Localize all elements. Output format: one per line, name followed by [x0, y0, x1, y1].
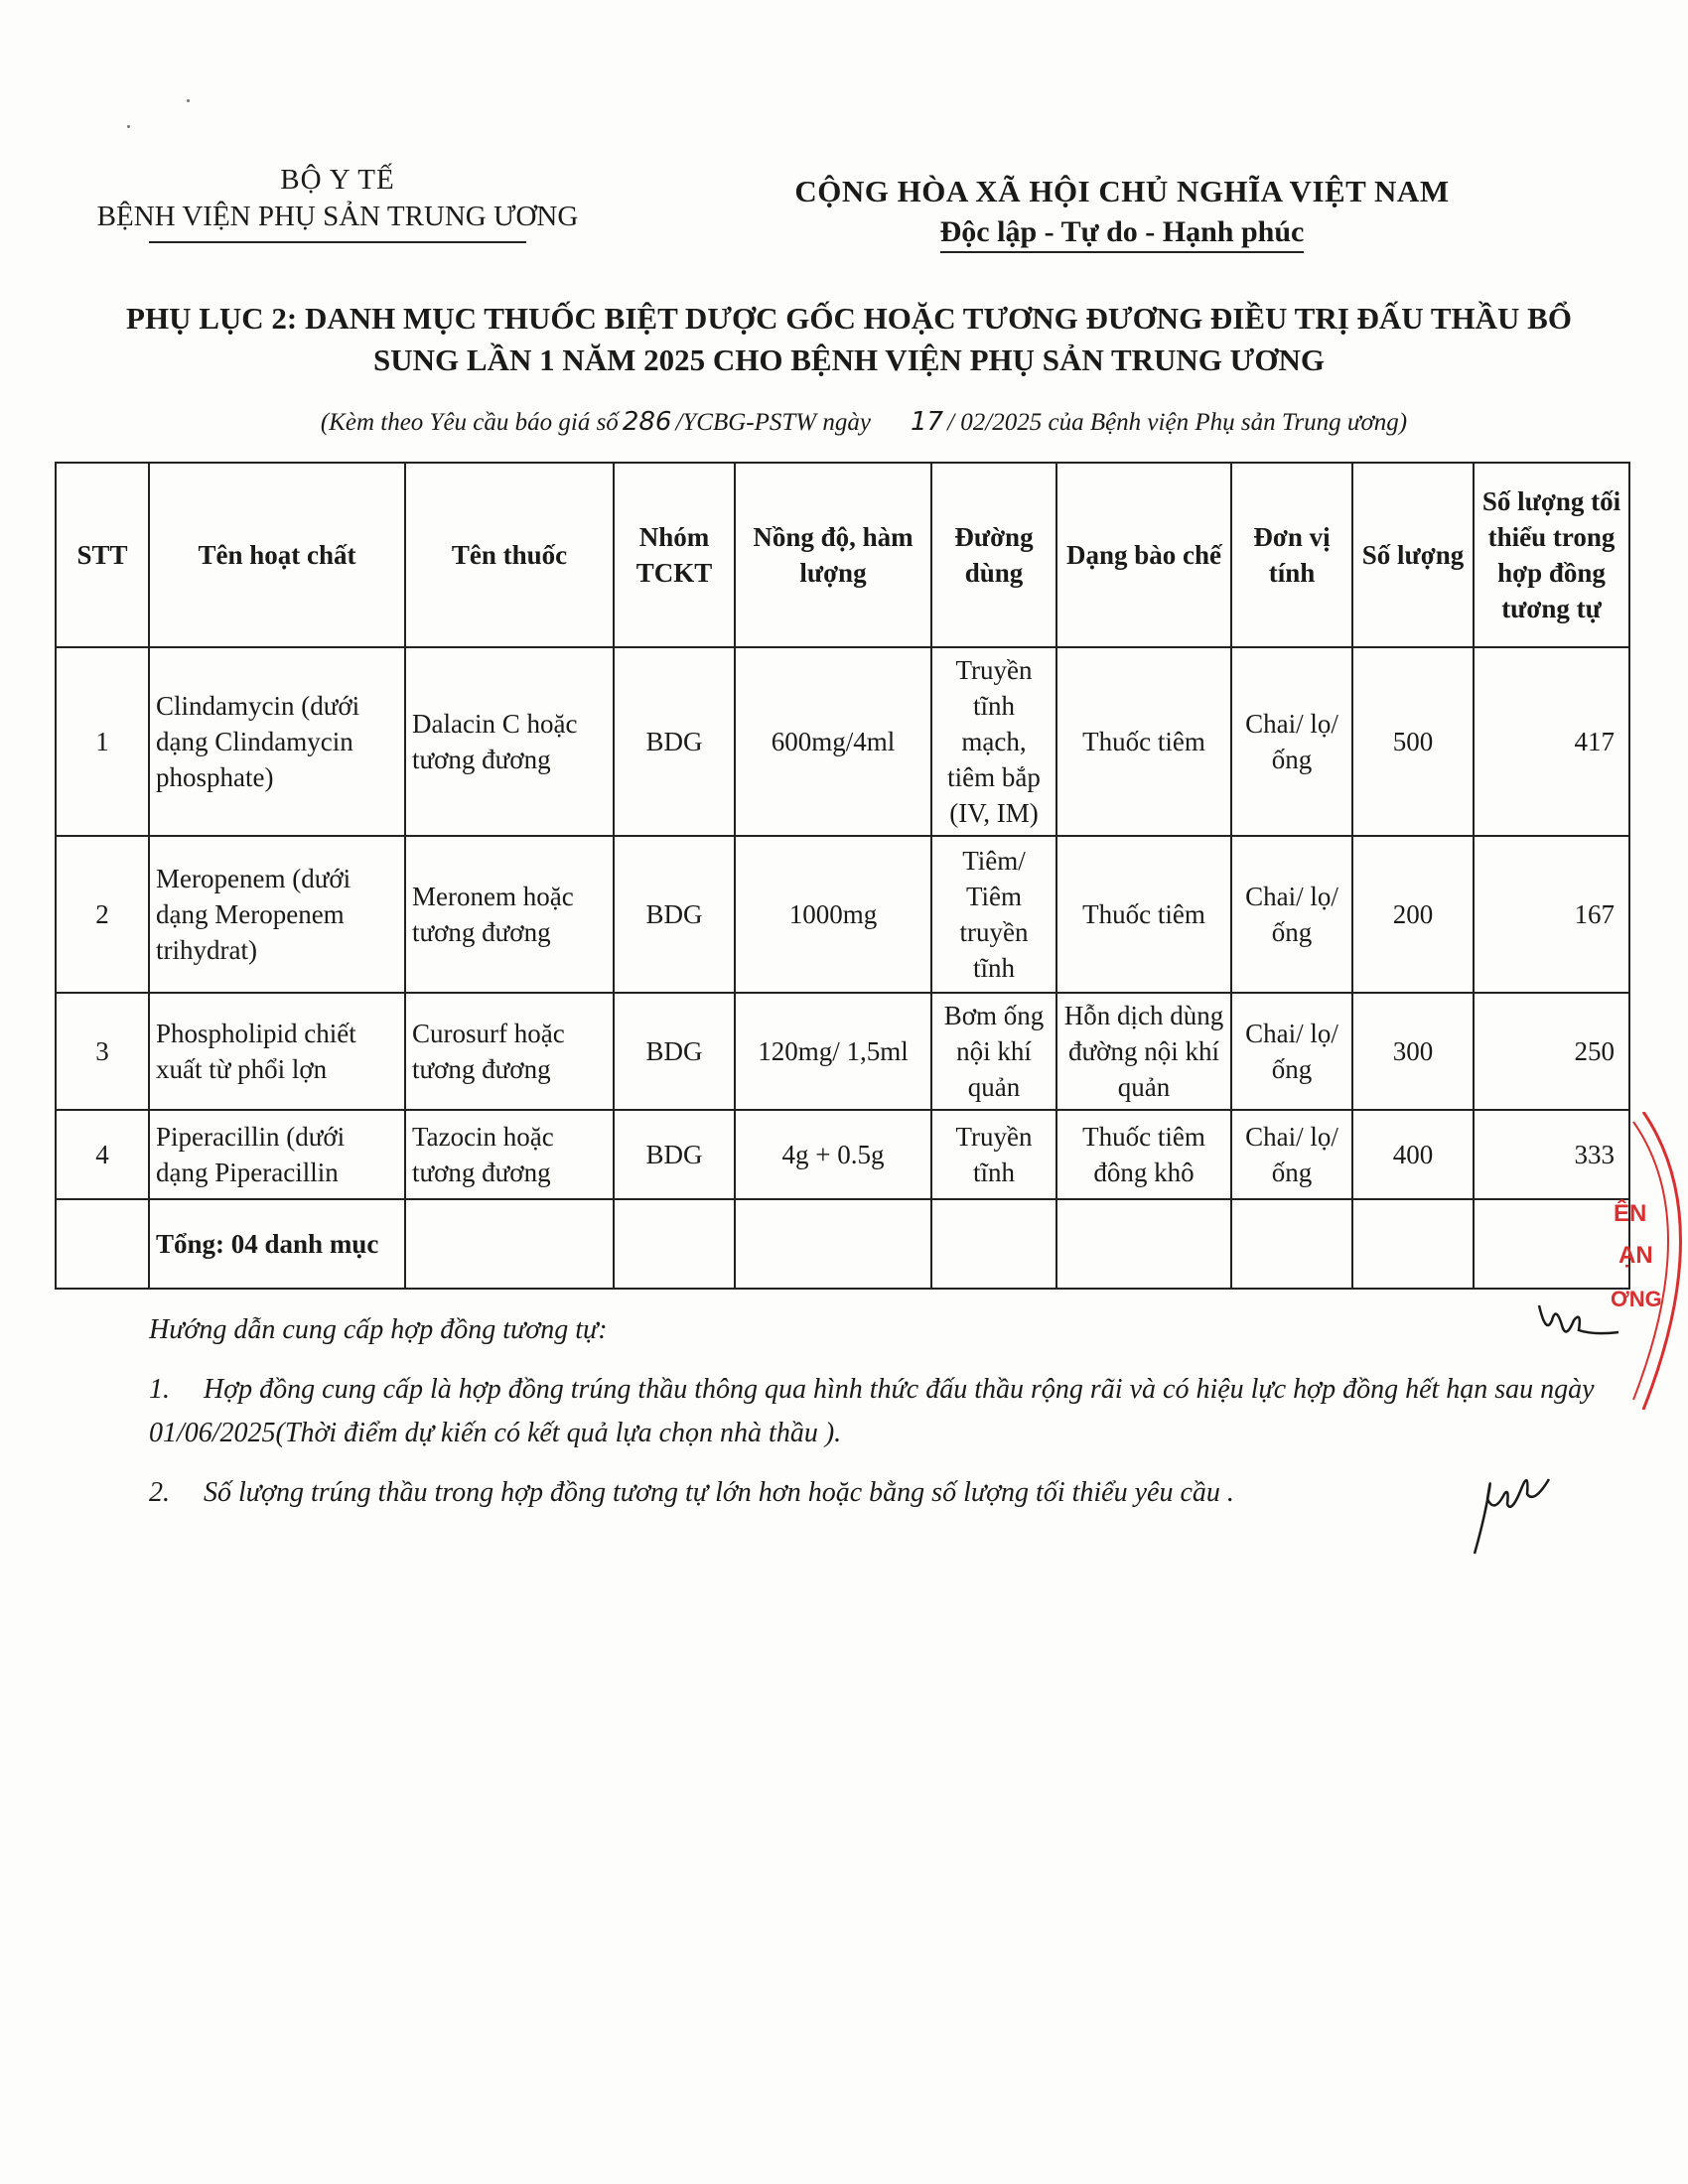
cell-empty: [1474, 1199, 1629, 1289]
note-item-1: [149, 1368, 1609, 1455]
cell-quantity: 500: [1352, 647, 1474, 836]
col-header-strength: Nồng độ, hàm lượng: [735, 463, 931, 647]
cell-route: Tiêm/ Tiêm truyền tĩnh: [931, 836, 1056, 993]
cell-group: BDG: [614, 993, 735, 1110]
col-header-dosage-form: Dạng bào chế: [1056, 463, 1231, 647]
cell-drug-name: Tazocin hoặc tương đương: [405, 1110, 614, 1199]
table-header-row: [56, 463, 1629, 647]
cell-empty: [614, 1199, 735, 1289]
subtitle-part-1: (Kèm theo Yêu cầu báo giá số: [320, 409, 619, 436]
drug-list-table: [55, 462, 1630, 1290]
issuer-block: [60, 164, 616, 243]
cell-route: Bơm ống nội khí quản: [931, 993, 1056, 1110]
stamp-arc: [1643, 1112, 1681, 1410]
cell-strength: 4g + 0.5g: [735, 1110, 931, 1199]
cell-quantity: 300: [1352, 993, 1474, 1110]
col-header-group: Nhóm TCKT: [614, 463, 735, 647]
cell-empty: [735, 1199, 931, 1289]
cell-quantity: 400: [1352, 1110, 1474, 1199]
cell-stt: 2: [56, 836, 149, 993]
note-number: 2.: [149, 1477, 170, 1508]
scan-speck: [127, 125, 130, 128]
initial-signature-icon: [1534, 1291, 1623, 1350]
hospital-name: BỆNH VIỆN PHỤ SẢN TRUNG ƯƠNG: [96, 201, 579, 232]
col-header-stt: STT: [56, 463, 149, 647]
table-total-row: [56, 1199, 1629, 1289]
cell-empty: [931, 1199, 1056, 1289]
notes-section: [149, 1308, 1609, 1531]
note-text: Số lượng trúng thầu trong hợp đồng tương tự lớn hơn hoặc bằng số lượng tối thiểu yêu cầu .: [204, 1477, 1234, 1508]
country-name: CỘNG HÒA XÃ HỘI CHỦ NGHĨA VIỆT NAM: [794, 174, 1450, 208]
motto: Độc lập - Tự do - Hạnh phúc: [940, 215, 1305, 253]
cell-empty: [1352, 1199, 1474, 1289]
table-row: [56, 647, 1629, 836]
cell-drug-name: Curosurf hoặc tương đương: [405, 993, 614, 1110]
cell-dosage-form: Thuốc tiêm: [1056, 647, 1231, 836]
national-motto-block: [765, 174, 1479, 253]
cell-strength: 1000mg: [735, 836, 931, 993]
title-line-1: PHỤ LỤC 2: DANH MỤC THUỐC BIỆT DƯỢC GỐC HOẶC TƯƠNG ĐƯƠNG ĐIỀU TRỊ ĐẤU THẦU BỔ: [126, 301, 1572, 336]
cell-stt: 1: [56, 647, 149, 836]
cell-group: BDG: [614, 647, 735, 836]
document-subtitle: [199, 407, 1529, 437]
cell-drug-name: Dalacin C hoặc tương đương: [405, 647, 614, 836]
signature-icon: [1450, 1459, 1559, 1559]
cell-dosage-form: Thuốc tiêm đông khô: [1056, 1110, 1231, 1199]
cell-empty: [405, 1199, 614, 1289]
cell-active-ingredient: Clindamycin (dưới dạng Clindamycin phosphate): [149, 647, 405, 836]
cell-dosage-form: Hỗn dịch dùng đường nội khí quản: [1056, 993, 1231, 1110]
cell-unit: Chai/ lọ/ ống: [1231, 647, 1352, 836]
col-header-drug-name: Tên thuốc: [405, 463, 614, 647]
cell-route: Truyền tĩnh: [931, 1110, 1056, 1199]
cell-active-ingredient: Phospholipid chiết xuất từ phổi lợn: [149, 993, 405, 1110]
note-text: Hợp đồng cung cấp là hợp đồng trúng thầu thông qua hình thức đấu thầu rộng rãi và có hiệu lực hợp đồng hết hạn sau ngày 01/06/2025(Thời điểm dự kiến có kết quả lựa chọn nhà thầu ).: [149, 1374, 1595, 1448]
cell-stt: 4: [56, 1110, 149, 1199]
stamp-fragment: ÊN: [1614, 1200, 1647, 1227]
handwritten-day: 17: [910, 407, 944, 437]
stamp-fragment: ƠNG: [1611, 1287, 1662, 1311]
scan-speck: [187, 99, 190, 102]
subtitle-part-3: / 02/2025 của Bệnh viện Phụ sản Trung ương): [947, 409, 1408, 436]
cell-min-quantity: 333: [1474, 1110, 1629, 1199]
col-header-active-ingredient: Tên hoạt chất: [149, 463, 405, 647]
total-label: Tổng: 04 danh mục: [149, 1199, 405, 1289]
cell-group: BDG: [614, 836, 735, 993]
cell-group: BDG: [614, 1110, 735, 1199]
col-header-quantity: Số lượng: [1352, 463, 1474, 647]
cell-min-quantity: 417: [1474, 647, 1629, 836]
cell-strength: 600mg/4ml: [735, 647, 931, 836]
cell-dosage-form: Thuốc tiêm: [1056, 836, 1231, 993]
title-line-2: SUNG LẦN 1 NĂM 2025 CHO BỆNH VIỆN PHỤ SẢN TRUNG ƯƠNG: [373, 342, 1325, 377]
cell-quantity: 200: [1352, 836, 1474, 993]
col-header-unit: Đơn vị tính: [1231, 463, 1352, 647]
ministry-name: BỘ Y TẾ: [280, 164, 395, 196]
handwritten-number: 286: [622, 407, 672, 437]
cell-unit: Chai/ lọ/ ống: [1231, 836, 1352, 993]
cell-active-ingredient: Meropenem (dưới dạng Meropenem trihydrat): [149, 836, 405, 993]
table-row: [56, 1110, 1629, 1199]
cell-route: Truyền tĩnh mạch, tiêm bắp (IV, IM): [931, 647, 1056, 836]
stamp-arc: [1633, 1122, 1668, 1400]
document-title: [89, 298, 1609, 381]
cell-min-quantity: 167: [1474, 836, 1629, 993]
subtitle-part-2: /YCBG-PSTW ngày: [675, 409, 871, 436]
cell-strength: 120mg/ 1,5ml: [735, 993, 931, 1110]
notes-heading: Hướng dẫn cung cấp hợp đồng tương tự:: [149, 1314, 608, 1345]
table-row: [56, 993, 1629, 1110]
col-header-min-quantity: Số lượng tối thiểu trong hợp đồng tương tự: [1474, 463, 1629, 647]
cell-stt: 3: [56, 993, 149, 1110]
cell-unit: Chai/ lọ/ ống: [1231, 1110, 1352, 1199]
note-number: 1.: [149, 1374, 170, 1405]
issuer-underline: [149, 241, 526, 243]
cell-empty: [56, 1199, 149, 1289]
stamp-fragment: ẠN: [1618, 1242, 1653, 1269]
note-item-2: [149, 1471, 1609, 1515]
cell-empty: [1231, 1199, 1352, 1289]
cell-active-ingredient: Piperacillin (dưới dạng Piperacillin: [149, 1110, 405, 1199]
cell-min-quantity: 250: [1474, 993, 1629, 1110]
table-row: [56, 836, 1629, 993]
cell-unit: Chai/ lọ/ ống: [1231, 993, 1352, 1110]
cell-drug-name: Meronem hoặc tương đương: [405, 836, 614, 993]
col-header-route: Đường dùng: [931, 463, 1056, 647]
cell-empty: [1056, 1199, 1231, 1289]
